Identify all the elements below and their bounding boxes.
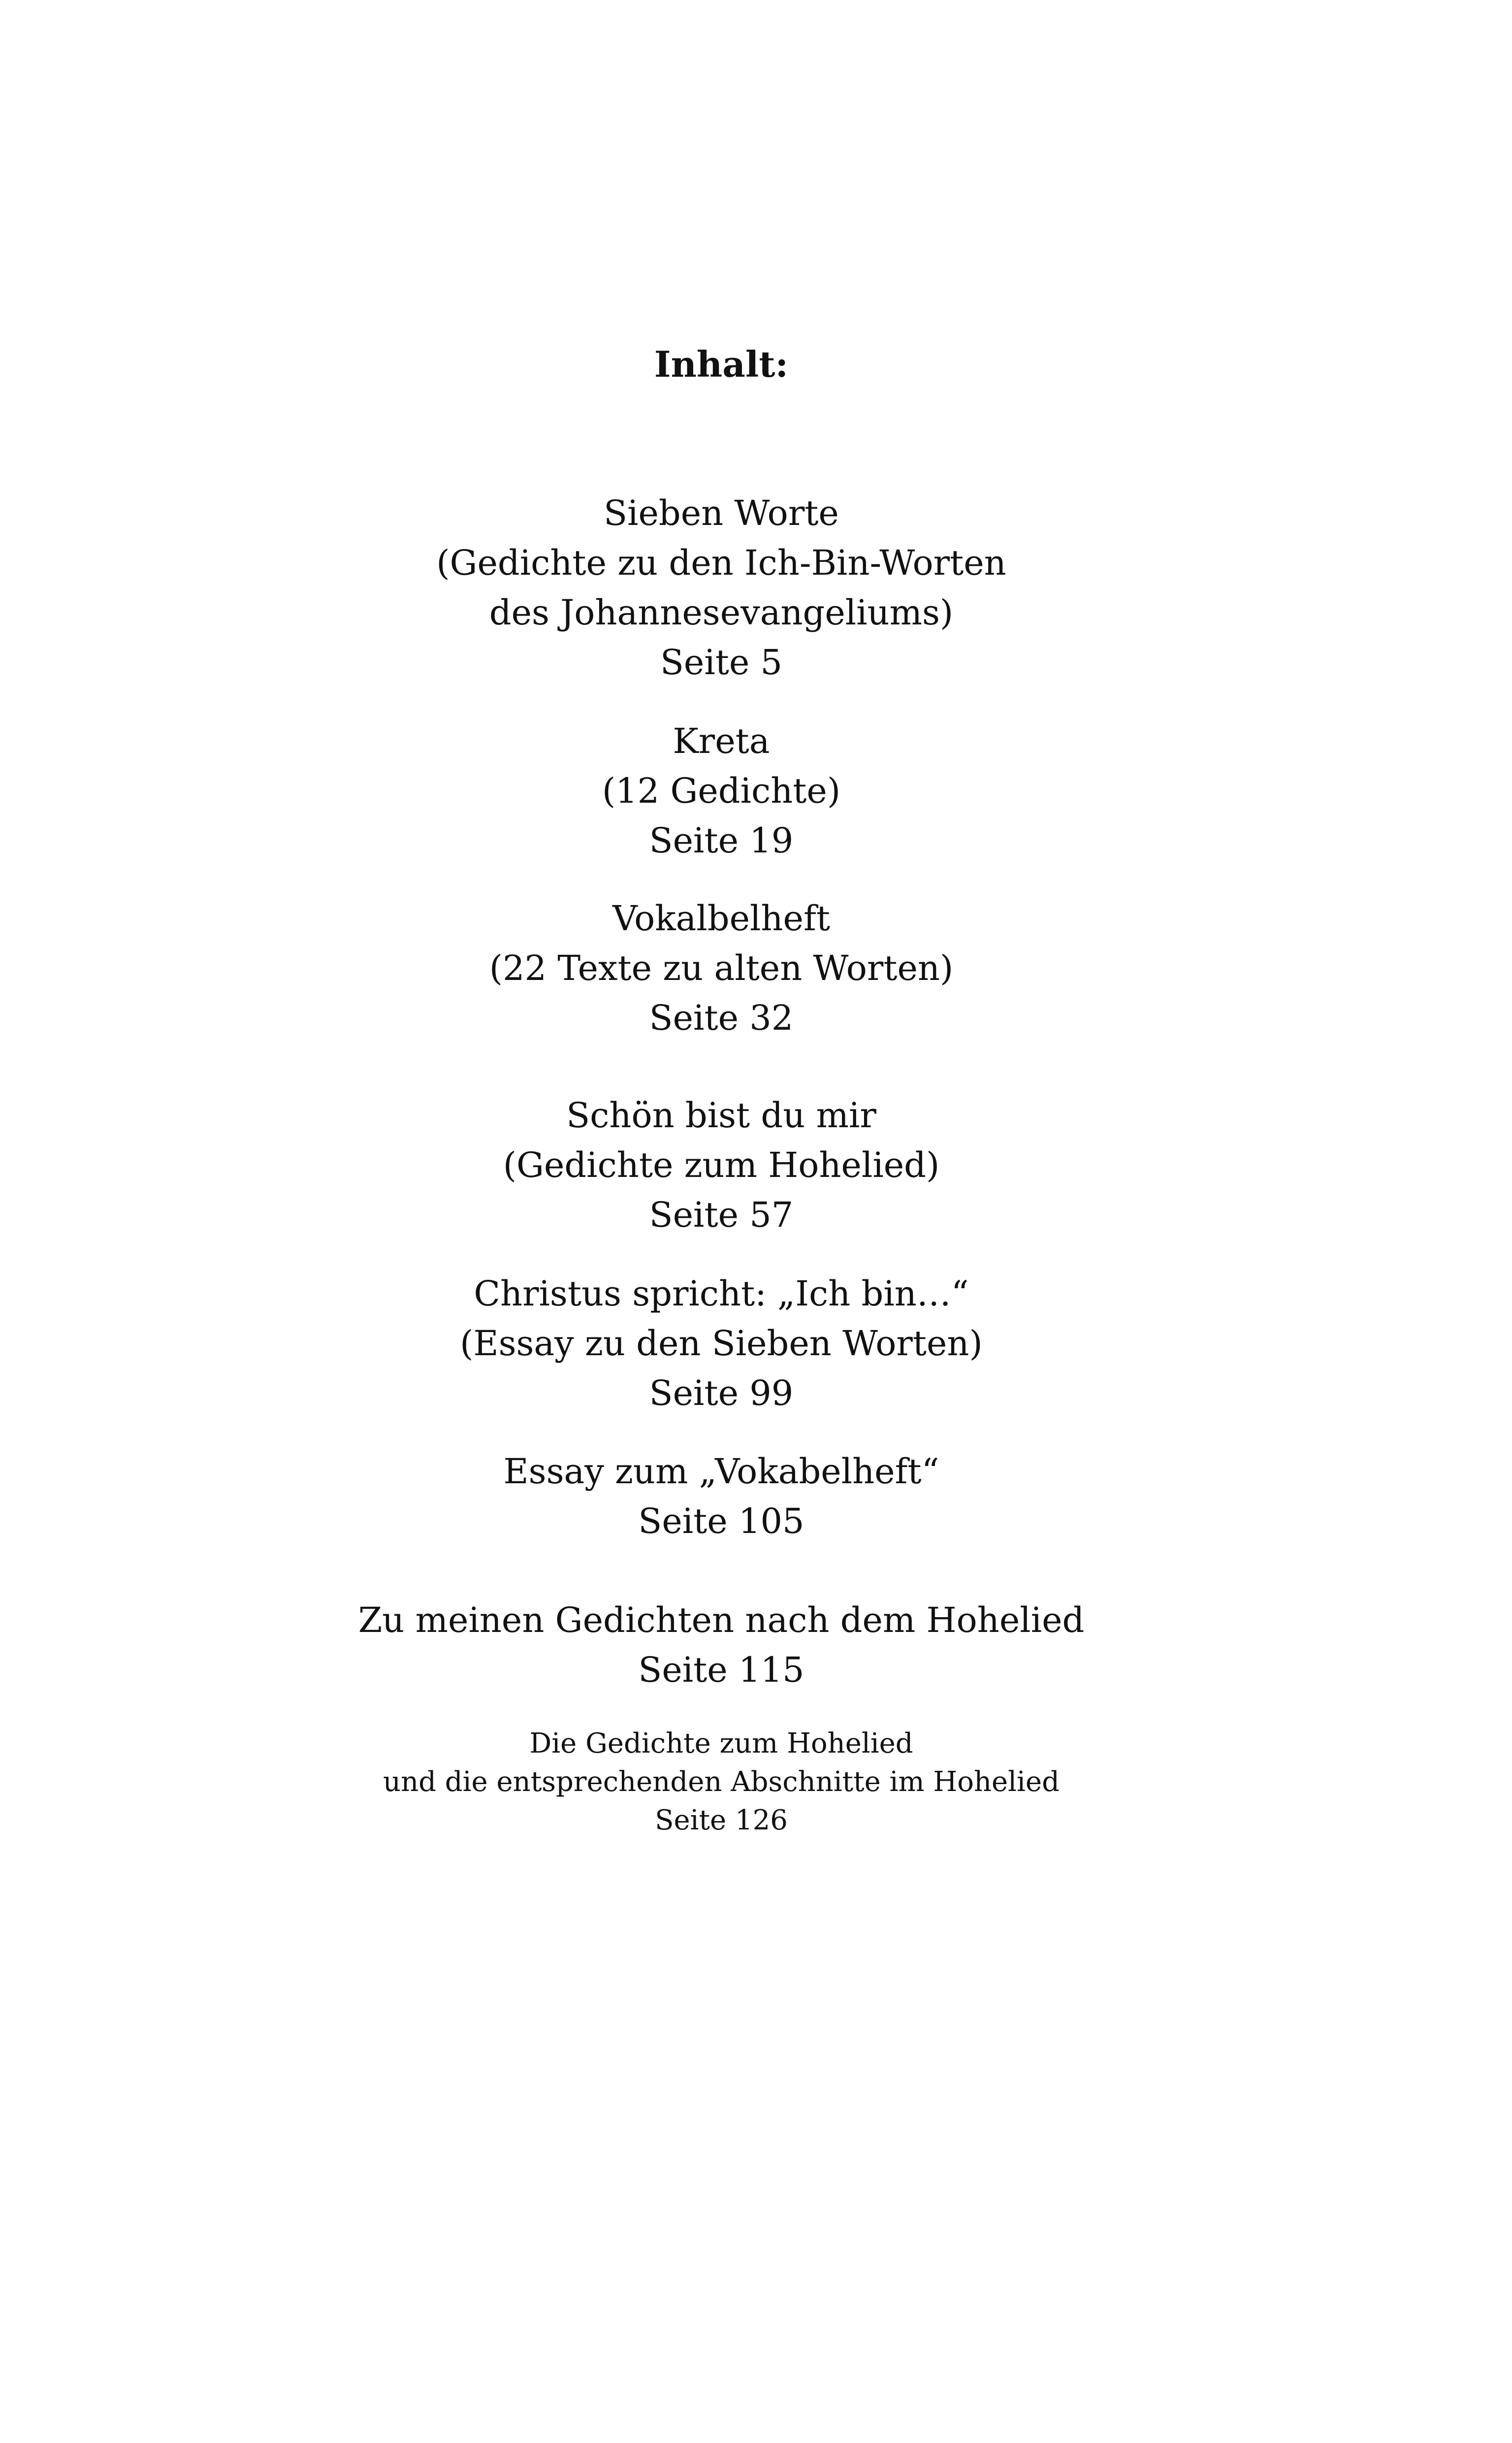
entry-page: Seite 5: [660, 642, 783, 683]
entry-title: Vokalbelheft: [612, 898, 830, 939]
entry-subtitle-line1: (Essay zu den Sieben Worten): [460, 1323, 983, 1364]
toc-entry-sieben-worte: [0, 489, 1443, 687]
entry-title: Kreta: [673, 721, 770, 761]
entry-subtitle-line1: (12 Gedichte): [602, 771, 841, 811]
entry-title: Zu meinen Gedichten nach dem Hohelied: [358, 1600, 1085, 1640]
entry-subtitle-line1: (22 Texte zu alten Worten): [489, 948, 954, 988]
toc-entry-zu-meinen-gedichten: [0, 1596, 1443, 1695]
toc-entry-essay-vokabelheft: [0, 1447, 1443, 1546]
entry-page: Seite 126: [655, 1804, 788, 1836]
toc-entry-kreta: [0, 717, 1443, 866]
entry-subtitle-line1: (Gedichte zum Hohelied): [503, 1145, 940, 1185]
entry-page: Seite 105: [638, 1501, 804, 1541]
toc-entry-gedichte-und-abschnitte: [0, 1725, 1443, 1840]
entry-title: Sieben Worte: [604, 493, 839, 533]
entry-subtitle-line1: (Gedichte zu den Ich-Bin-Worten: [436, 543, 1006, 583]
entry-page: Seite 57: [649, 1195, 794, 1235]
entry-title: Die Gedichte zum Hohelied: [529, 1727, 913, 1759]
entry-page: Seite 19: [649, 820, 794, 861]
entry-page: Seite 99: [649, 1373, 794, 1413]
entry-title: Christus spricht: „Ich bin…“: [474, 1273, 969, 1314]
entry-subtitle-line1: und die entsprechenden Abschnitte im Hohelied: [383, 1766, 1060, 1798]
toc-heading: Inhalt:: [654, 343, 789, 385]
entry-title: Schön bist du mir: [566, 1095, 876, 1136]
entry-subtitle-line2: des Johannesevangeliums): [489, 592, 954, 633]
entry-page: Seite 115: [638, 1650, 804, 1690]
toc-entry-christus-spricht: [0, 1269, 1443, 1418]
toc-entry-schoen-bist-du-mir: [0, 1091, 1443, 1240]
entry-title: Essay zum „Vokabelheft“: [503, 1451, 939, 1492]
toc-entry-vokalbelheft: [0, 894, 1443, 1043]
entry-page: Seite 32: [649, 998, 794, 1038]
